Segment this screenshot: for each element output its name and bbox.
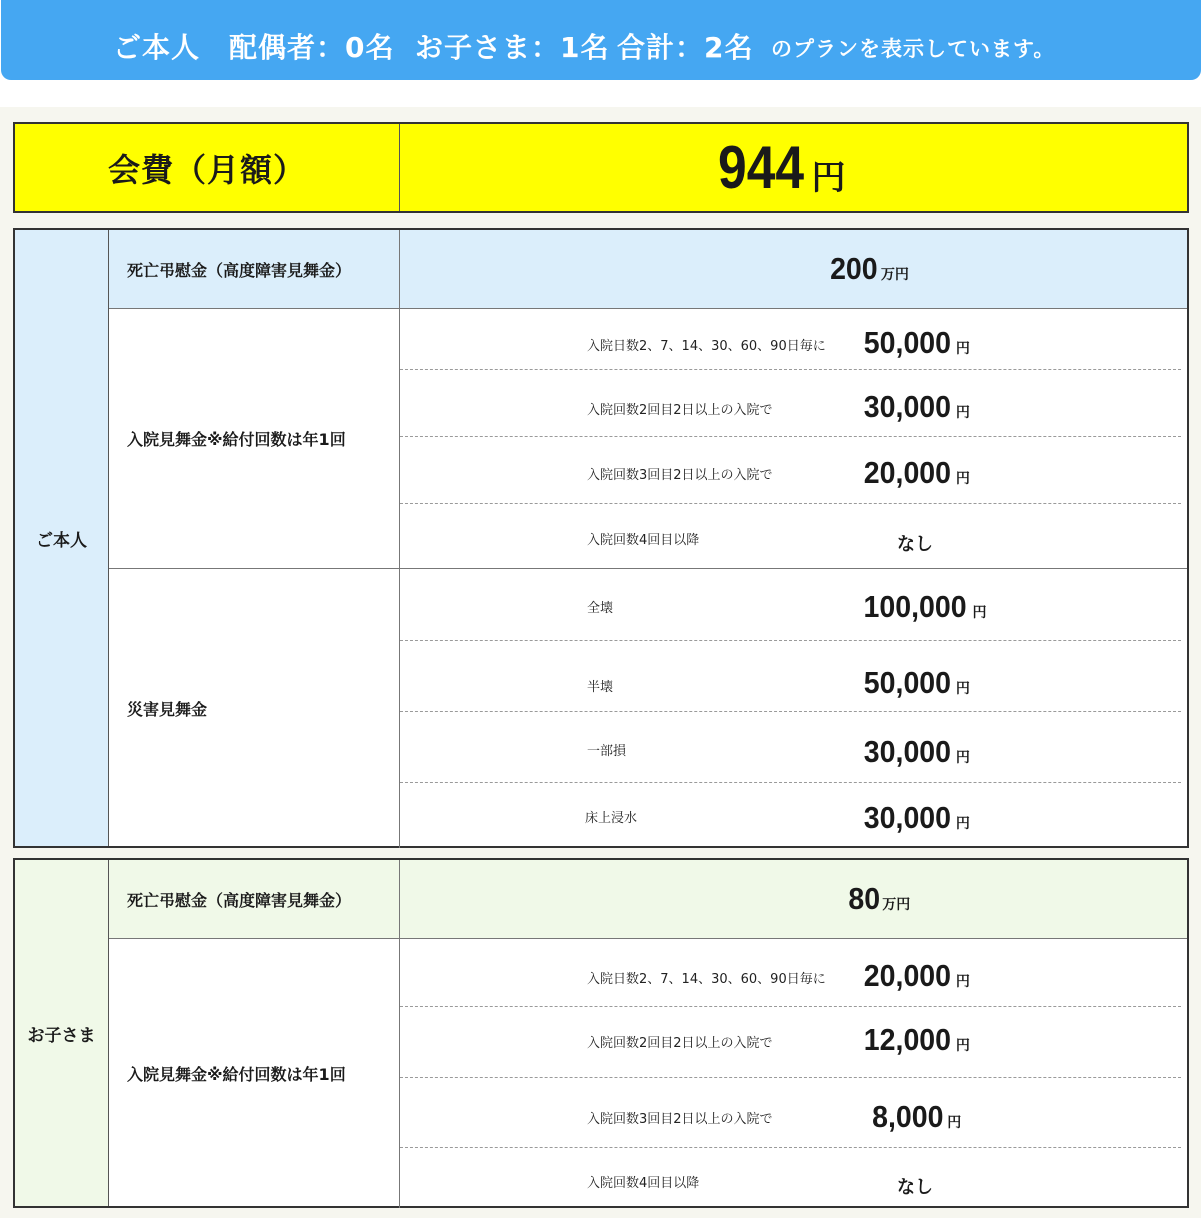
benefit-amount: 50,000 [863, 325, 952, 360]
benefit-amount: 30,000 [863, 800, 952, 835]
benefit-amount: なし [897, 1177, 933, 1198]
list-item [400, 783, 1181, 848]
benefit-unit: 円 [955, 341, 970, 357]
benefit-condition: 一部損 [587, 744, 627, 759]
benefit-condition: 床上浸水 [585, 811, 638, 826]
benefit-amount: 8,000 [871, 1099, 944, 1134]
monthly-fee-unit: 円 [811, 158, 846, 198]
self-disaster-row [109, 569, 1187, 848]
monthly-fee-row [13, 122, 1189, 213]
monthly-fee-label: 会費（月額） [15, 124, 400, 211]
benefit-amount: 30,000 [863, 389, 952, 424]
self-hospital-row [109, 309, 1187, 569]
benefit-amount: 100,000 [863, 589, 968, 624]
banner-total-count: 合計：2名 [617, 31, 754, 64]
benefit-condition: 入院回数3回目2日以上の入院で [587, 1112, 773, 1127]
benefit-condition: 入院回数2回目2日以上の入院で [587, 403, 773, 418]
child-death-label: 死亡弔慰金（高度障害見舞金） [109, 860, 400, 938]
child-death-row [109, 860, 1187, 939]
benefit-unit: 円 [955, 1038, 970, 1054]
list-item [400, 1148, 1181, 1208]
list-item [400, 569, 1181, 641]
benefit-amount: 50,000 [863, 665, 952, 700]
benefit-amount: 30,000 [863, 734, 952, 769]
benefit-condition: 半壊 [587, 680, 614, 695]
child-death-value [400, 860, 1187, 938]
child-death-amount: 80 [848, 881, 880, 916]
list-item [400, 370, 1181, 437]
benefit-condition: 入院回数4回目以降 [587, 1176, 700, 1191]
self-label: ご本人 [15, 230, 109, 846]
benefit-condition: 入院回数3回目2日以上の入院で [587, 468, 773, 483]
child-hospital-row [109, 939, 1187, 1208]
benefit-unit: 円 [955, 471, 970, 487]
benefit-condition: 入院回数2回目2日以上の入院で [587, 1036, 773, 1051]
self-benefits-table [13, 228, 1189, 848]
self-disaster-label: 災害見舞金 [109, 569, 400, 848]
benefit-unit: 円 [972, 605, 987, 621]
list-item [400, 939, 1181, 1007]
list-item [400, 504, 1181, 569]
list-item [400, 1078, 1181, 1148]
benefit-amount: 20,000 [863, 455, 952, 490]
banner-spouse-count: 配偶者：0名 [229, 31, 395, 64]
benefit-amount: なし [897, 534, 933, 555]
benefit-amount: 12,000 [863, 1022, 952, 1057]
benefit-unit: 円 [955, 750, 970, 766]
benefit-unit: 円 [955, 816, 970, 832]
benefit-condition: 入院日数2、7、14、30、60、90日毎に [587, 972, 826, 987]
self-death-value [400, 230, 1187, 308]
banner-suffix: のプランを表示しています。 [771, 37, 1056, 61]
benefit-condition: 入院回数4回目以降 [587, 533, 700, 548]
list-item [400, 309, 1181, 370]
monthly-fee-amount: 944 [718, 134, 805, 201]
self-death-amount: 200 [830, 251, 878, 286]
benefit-amount: 20,000 [863, 958, 952, 993]
benefit-condition: 全壊 [587, 601, 614, 616]
child-hospital-label: 入院見舞金※給付回数は年1回 [109, 939, 400, 1208]
child-death-unit: 万円 [882, 897, 911, 913]
banner-self: ご本人 [113, 31, 201, 64]
benefit-unit: 円 [947, 1115, 962, 1131]
banner-children-count: お子さま：1名 [415, 31, 610, 64]
list-item [400, 641, 1181, 712]
benefit-condition: 入院日数2、7、14、30、60、90日毎に [587, 339, 826, 354]
child-benefits-table [13, 858, 1189, 1208]
self-death-label: 死亡弔慰金（高度障害見舞金） [109, 230, 400, 308]
self-disaster-values [400, 569, 1187, 848]
list-item [400, 712, 1181, 783]
monthly-fee-value [400, 124, 1187, 211]
benefit-unit: 円 [955, 974, 970, 990]
child-hospital-values [400, 939, 1187, 1208]
child-label: お子さま [15, 860, 109, 1206]
benefit-unit: 円 [955, 405, 970, 421]
plan-summary-banner [1, 0, 1201, 80]
self-death-row [109, 230, 1187, 309]
self-hospital-label: 入院見舞金※給付回数は年1回 [109, 309, 400, 568]
self-hospital-values [400, 309, 1187, 568]
self-death-unit: 万円 [880, 267, 909, 283]
benefit-unit: 円 [955, 681, 970, 697]
list-item [400, 437, 1181, 504]
list-item [400, 1007, 1181, 1078]
